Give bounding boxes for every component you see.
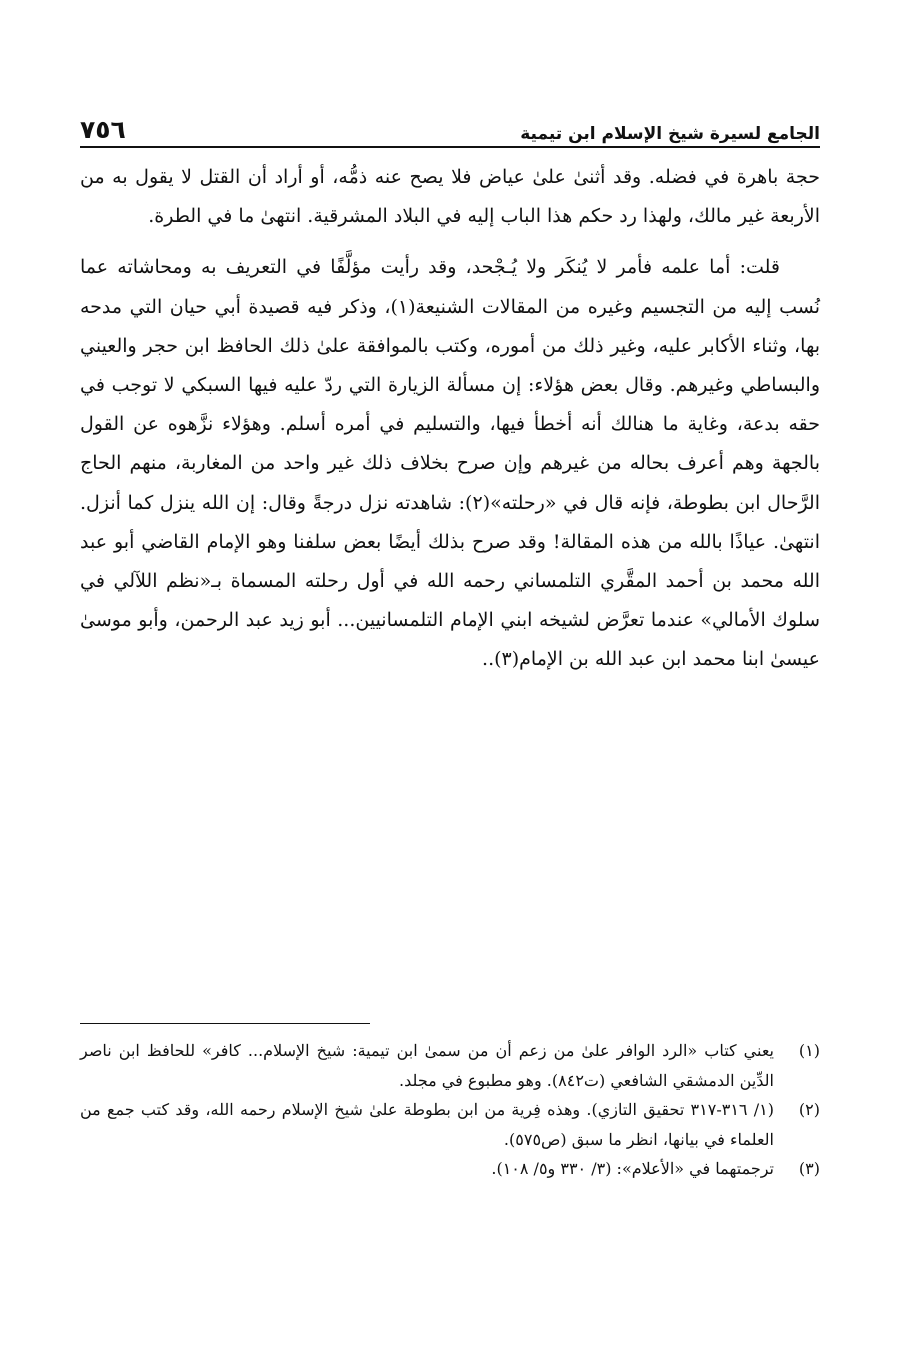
footnote: [80, 1154, 820, 1184]
page: [80, 100, 820, 692]
footnote: [80, 1095, 820, 1154]
footnotes: [80, 1036, 820, 1184]
paragraph: حجة باهرة في فضله. وقد أثنىٰ علىٰ عياض فلا يصح عنه ذمُّه، أو أراد أن القتل لا يقول به من الأربعة غير مالك، ولهذا رد حكم هذا الباب إليه في البلاد المشرقية. انتهىٰ ما في الطرة.: [80, 166, 820, 228]
footnote-number: (١): [798, 1041, 820, 1060]
main-text: [80, 158, 820, 680]
footnote-text: ترجمتهما في «الأعلام»: (٣/ ٣٣٠ و٥/ ١٠٨).: [491, 1159, 774, 1179]
footnote-separator: [80, 1023, 370, 1024]
page-header: [80, 100, 820, 148]
footnote-text: يعني كتاب «الرد الوافر علىٰ من زعم أن من سمىٰ ابن تيمية: شيخ الإسلام... كافر» للحافظ ابن ناصر الدِّين الدمشقي الشافعي (ت٨٤٢). وهو مطبوع في مجلد.: [80, 1041, 774, 1090]
footnote-number: (٣): [798, 1159, 820, 1179]
paragraph: قلت: أما علمه فأمر لا يُنكَر ولا يُـجْحد، وقد رأيت مؤلَّفًا في التعريف به ومحاشاته عما نُسب إليه من التجسيم وغيره من المقالات الشنيعة(١)، وذكر فيه قصيدة أبي حيان التي مدحه بها، وثناء الأكابر عليه، وغير ذلك من أموره، وكتب بالموافقة علىٰ ذلك الحافظ ابن حجر والعيني والبساطي وغيرهم. وقال بعض هؤلاء: إن مسألة الزيارة التي ردّ عليه فيها السبكي لا توجب في حقه بدعة، وغاية ما هنالك أنه أخطأ فيها، والتسليم في أمره أسلم. وهؤلاء نزَّهوه عن القول بالجهة وهم أعرف بحاله من غيرهم وإن صرح بخلاف ذلك غير واحد من المغاربة، منهم الحاج الرَّحال ابن بطوطة، فإنه قال في «رحلته»(٢): شاهدته نزل درجةً وقال: إن الله ينزل كما أنزل. انتهىٰ. عياذًا بالله من هذه المقالة! وقد صرح بذلك أيضًا بعض سلفنا وهو الإمام القاضي أبو عبد الله محمد بن أحمد المقَّري التلمساني رحمه الله في أول رحلته المسماة بـ«نظم اللآلي في سلوك الأمالي» عندما تعرَّض لشيخه ابني الإمام التلمسانيين... أبو زيد عبد الرحمن، وأبو موسىٰ عيسىٰ ابنا محمد ابن عبد الله بن الإمام(٣)..: [80, 256, 820, 671]
footnote: [80, 1036, 820, 1095]
footnote-text: (١/ ٣١٦-٣١٧ تحقيق التازي). وهذه فِرية من ابن بطوطة علىٰ شيخ الإسلام رحمه الله، وقد كتب جمع من العلماء في بيانها، انظر ما سبق (ص٥٧٥).: [80, 1100, 774, 1149]
footnote-number: (٢): [798, 1100, 820, 1120]
running-title: الجامع لسيرة شيخ الإسلام ابن تيمية: [520, 124, 820, 144]
page-number: ٧٥٦: [80, 115, 126, 144]
